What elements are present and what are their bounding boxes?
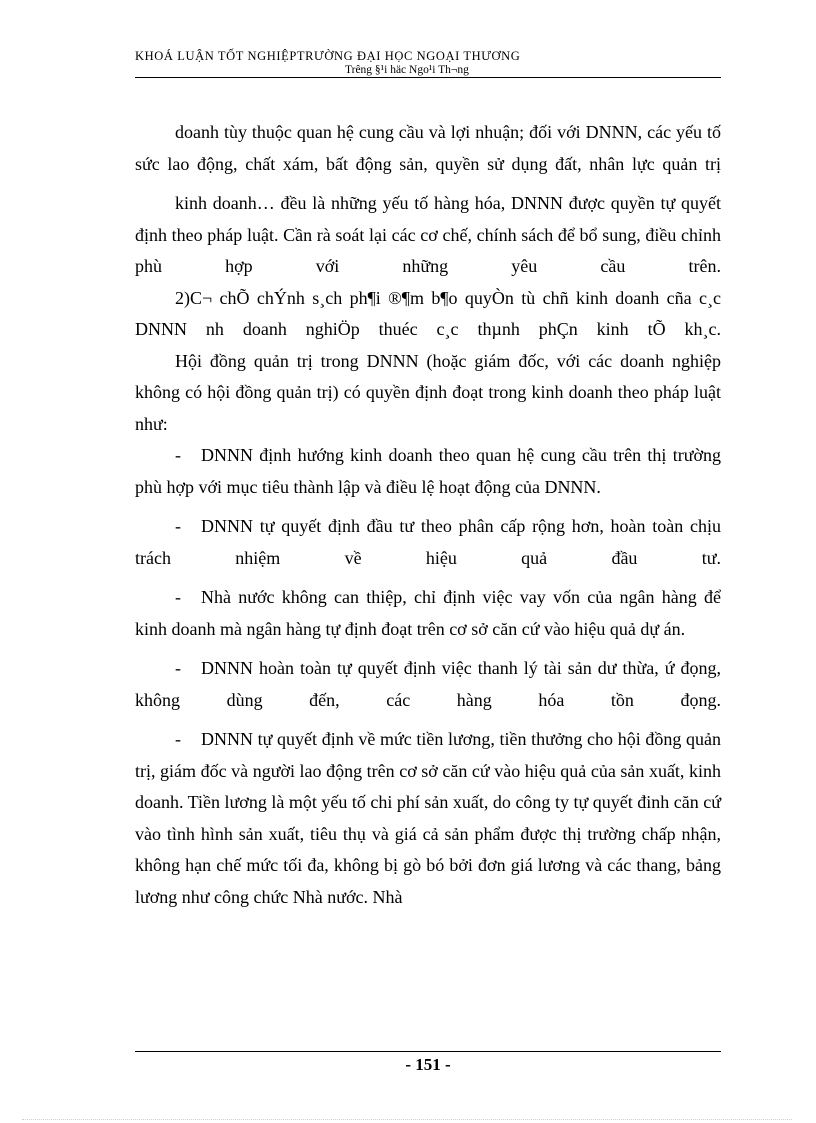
list-item xyxy=(135,653,721,716)
list-item-text: DNNN định hướng kinh doanh theo quan hệ cung cầu trên thị trường phù hợp với mục tiêu thành lập và điều lệ hoạt động của DNNN. xyxy=(135,445,721,497)
bullet-dash: - xyxy=(175,587,181,607)
paragraph-2: kinh doanh… đều là những yếu tố hàng hóa, DNNN được quyền tự quyết định theo pháp luật. Cần rà soát lại các cơ chế, chính sách để bổ sung, điều chỉnh phù hợp với những yêu cầu trên. xyxy=(135,193,721,276)
list-item-text: DNNN tự quyết định đầu tư theo phân cấp rộng hơn, hoàn toàn chịu trách nhiệm về hiệu quả đầu tư. xyxy=(135,516,721,568)
header-subtitle: Trêng §¹i häc Ngo¹i Th¬ng xyxy=(135,64,721,78)
paragraph-3: 2)C¬ chÕ chÝnh s¸ch ph¶i ®¶m b¶o quyÒn tù chñ kinh doanh cña c¸c DNNN nh doanh nghiÖp thuéc c¸c thµnh phÇn kinh tÕ kh¸c. xyxy=(135,287,721,339)
paragraph-4: Hội đồng quản trị trong DNNN (hoặc giám đốc, với các doanh nghiệp không có hội đồng quản trị) có quyền định đoạt trong kinh doanh theo pháp luật như: xyxy=(135,350,721,434)
list-item-text: Nhà nước không can thiệp, chỉ định việc vay vốn của ngân hàng để kinh doanh mà ngân hàng tự định đoạt trên cơ sở căn cứ vào hiệu quả dự án. xyxy=(135,587,721,639)
paragraph-1: doanh tùy thuộc quan hệ cung cầu và lợi nhuận; đối với DNNN, các yếu tố sức lao động, chất xám, bất động sản, quyền sử dụng đất, nhân lực quản trị xyxy=(135,122,721,174)
document-body xyxy=(135,117,721,913)
list-item xyxy=(135,511,721,574)
list-item xyxy=(135,582,721,645)
page-bottom-border xyxy=(22,1119,792,1120)
header-title: KHOÁ LUẬN TỐT NGHIỆPTRƯỜNG ĐẠI HỌC NGOẠI THƯƠNG xyxy=(135,49,521,63)
bullet-dash: - xyxy=(175,516,181,536)
bullet-dash: - xyxy=(175,658,181,678)
list-item xyxy=(135,724,721,913)
list-item-text: DNNN tự quyết định về mức tiền lương, tiền thưởng cho hội đồng quản trị, giám đốc và người lao động trên cơ sở căn cứ vào hiệu quả của sản xuất, kinh doanh. Tiền lương là một yếu tố chi phí sản xuất, do công ty tự quyết đinh căn cứ vào tình hình sản xuất, tiêu thụ và giá cả sản phẩm được thị trường chấp nhận, không hạn chế mức tối đa, không bị gò bó bởi đơn giá lương và các thang, bảng lương như công chức Nhà nước. Nhà xyxy=(135,729,721,907)
bullet-dash: - xyxy=(175,729,181,749)
list-item-text: DNNN hoàn toàn tự quyết định việc thanh lý tài sản dư thừa, ứ đọng, không dùng đến, các hàng hóa tồn đọng. xyxy=(135,658,721,710)
page-number: - 151 - xyxy=(405,1055,451,1074)
list-item xyxy=(135,440,721,503)
bullet-dash: - xyxy=(175,445,181,465)
page-header xyxy=(135,48,721,78)
footer-divider xyxy=(135,1051,721,1052)
